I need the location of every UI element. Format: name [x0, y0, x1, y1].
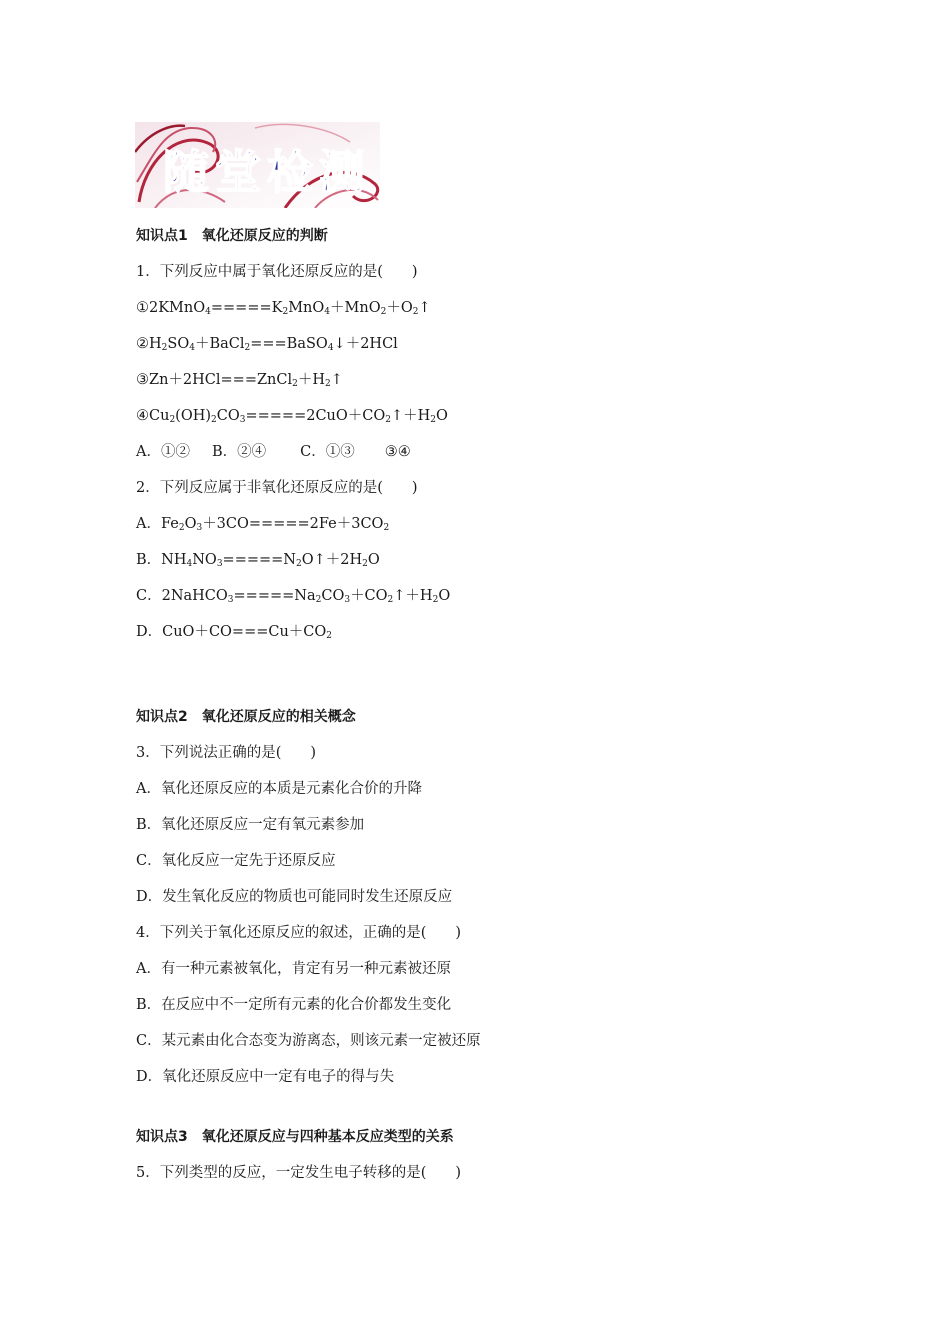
option-c: C．①③	[300, 444, 355, 460]
banner-title: 随堂检测	[163, 145, 371, 199]
option-d: D．发生氧化反应的物质也可能同时发生还原反应	[136, 889, 453, 905]
option-a: A．①②	[136, 444, 190, 460]
reaction-item: $③Zn+2HCl===ZnCl_2+H_2↑$	[136, 372, 343, 389]
section-banner	[135, 122, 380, 208]
question-stem: 4．下列关于氧化还原反应的叙述，正确的是( )	[136, 925, 462, 941]
option-c: C．氧化反应一定先于还原反应	[136, 853, 336, 869]
reaction-item: $④Cu_2(OH)_2CO_3=====2CuO+CO_2↑+H_2O$	[136, 408, 448, 425]
option-a: A．有一种元素被氧化，肯定有另一种元素被还原	[136, 961, 451, 977]
option-b: B．$NH_4NO_3=====N_2O↑+2H_2O$	[136, 552, 380, 569]
option-c: C．某元素由化合态变为游离态，则该元素一定被还原	[136, 1033, 481, 1049]
option-d: ③④	[384, 444, 411, 460]
option-b: B．氧化还原反应一定有氧元素参加	[136, 817, 365, 833]
swirl-decoration	[135, 122, 380, 208]
question-stem: 1．下列反应中属于氧化还原反应的是( )	[136, 264, 418, 280]
option-a: A．$Fe_2O_3+3CO=====2Fe+3CO_2$	[136, 516, 390, 533]
answer-options	[136, 442, 411, 462]
option-c: C．$2NaHCO_3=====Na_2CO_3+CO_2↑+H_2O$	[136, 588, 451, 605]
option-d: D．氧化还原反应中一定有电子的得与失	[136, 1069, 395, 1085]
question-stem: 5．下列类型的反应，一定发生电子转移的是( )	[136, 1165, 462, 1181]
option-b: B．②④	[211, 444, 267, 460]
question-stem: 2．下列反应属于非氧化还原反应的是( )	[136, 480, 418, 496]
option-b: B．在反应中不一定所有元素的化合价都发生变化	[136, 997, 452, 1013]
reaction-item: $①2KMnO_4=====K_2MnO_4+MnO_2+O_2↑$	[136, 300, 431, 317]
option-d: D．$CuO+CO===Cu+CO_2$	[136, 624, 333, 641]
reaction-item: $②H_2SO_4+BaCl_2===BaSO_4↓+2HCl$	[136, 336, 398, 353]
option-a: A．氧化还原反应的本质是元素化合价的升降	[136, 781, 422, 797]
section-heading: 知识点1 氧化还原反应的判断	[136, 228, 328, 244]
section-heading: 知识点2 氧化还原反应的相关概念	[136, 709, 356, 725]
section-heading: 知识点3 氧化还原反应与四种基本反应类型的关系	[136, 1129, 454, 1145]
question-stem: 3．下列说法正确的是( )	[136, 745, 317, 761]
